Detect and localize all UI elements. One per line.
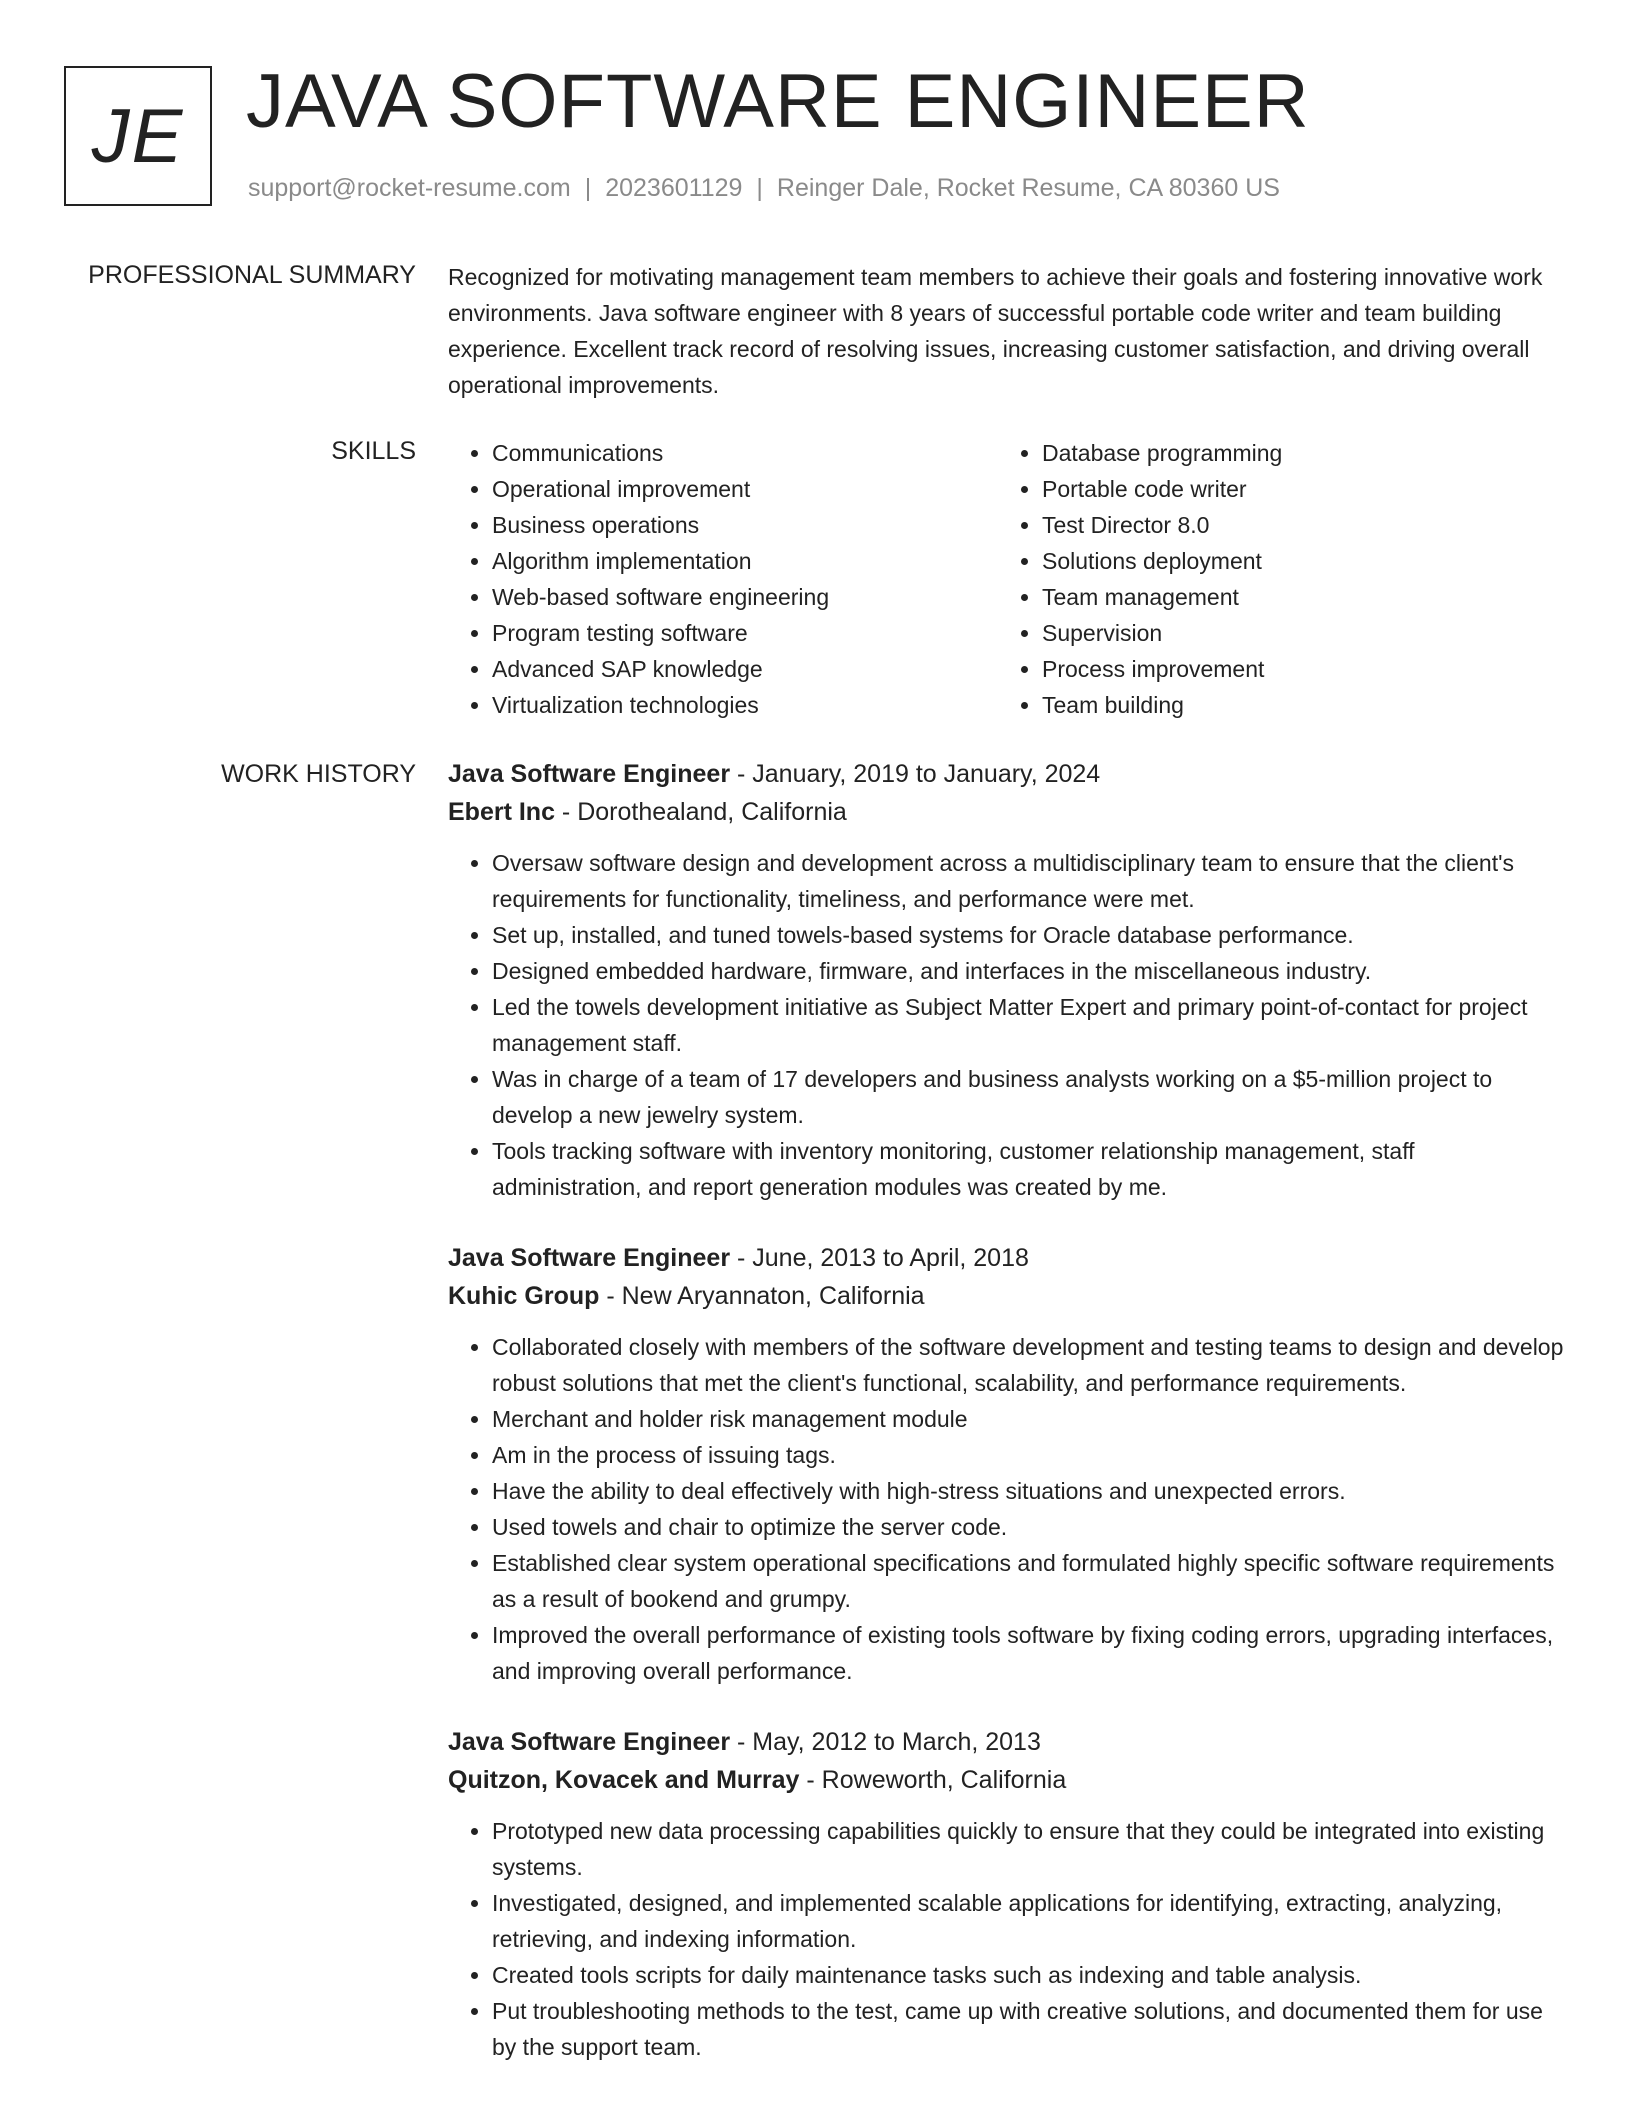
skill-item: • Web-based software engineering — [492, 579, 998, 615]
job-bullet: • Merchant and holder risk management module — [492, 1401, 1566, 1437]
job-location: - Dorothealand, California — [554, 798, 847, 826]
job-bullet: • Created tools scripts for daily maintenance tasks such as indexing and table analysis. — [492, 1957, 1566, 1993]
job-dates: - May, 2012 to March, 2013 — [730, 1728, 1041, 1756]
job-bullets — [448, 845, 1566, 1205]
job-entry — [448, 1239, 1566, 1689]
job-role: Java Software Engineer — [448, 760, 731, 788]
job-bullet: • Investigated, designed, and implemented scalable applications for identifying, extracting, analyzing, retrieving, and indexing information. — [492, 1885, 1566, 1957]
job-bullet: • Tools tracking software with inventory monitoring, customer relationship management, staff administration, and report generation modules was created by me. — [492, 1133, 1566, 1205]
job-role-line — [448, 1239, 1566, 1277]
skill-item: • Portable code writer — [1042, 471, 1282, 507]
job-bullet: • Set up, installed, and tuned towels-based systems for Oracle database performance. — [492, 917, 1566, 953]
skill-item: • Operational improvement — [492, 471, 998, 507]
job-company: Quitzon, Kovacek and Murray — [448, 1766, 800, 1794]
skills-columns — [448, 435, 1566, 723]
job-bullet: • Established clear system operational specifications and formulated highly specific software requirements as a result of bookend and grumpy. — [492, 1545, 1566, 1617]
job-role: Java Software Engineer — [448, 1728, 731, 1756]
job-company-line — [448, 1761, 1566, 1799]
skill-item: • Solutions deployment — [1042, 543, 1282, 579]
job-bullet: • Oversaw software design and development across a multidisciplinary team to ensure that the client's requirements for functionality, timeliness, and performance were met. — [492, 845, 1566, 917]
job-bullet: • Was in charge of a team of 17 developers and business analysts working on a $5-million project to develop a new jewelry system. — [492, 1061, 1566, 1133]
job-role-line — [448, 1723, 1566, 1761]
job-company: Ebert Inc — [448, 798, 555, 826]
skill-item: • Team building — [1042, 687, 1282, 723]
contact-phone: 2023601129 — [605, 174, 743, 202]
job-bullet: • Collaborated closely with members of the software development and testing teams to design and develop robust solutions that met the client's functional, scalability, and performance requirements. — [492, 1329, 1566, 1401]
skill-item: • Test Director 8.0 — [1042, 507, 1282, 543]
job-bullet: • Have the ability to deal effectively with high-stress situations and unexpected errors. — [492, 1473, 1566, 1509]
skill-item: • Virtualization technologies — [492, 687, 998, 723]
job-bullet: • Led the towels development initiative as Subject Matter Expert and primary point-of-contact for project management staff. — [492, 989, 1566, 1061]
job-role: Java Software Engineer — [448, 1244, 731, 1272]
jobs-list — [448, 755, 1566, 2099]
contact-separator: | — [584, 174, 592, 202]
skill-item: • Database programming — [1042, 435, 1282, 471]
job-entry — [448, 1723, 1566, 2065]
monogram-logo: JE — [64, 66, 212, 206]
skill-item: • Team management — [1042, 579, 1282, 615]
job-company-line — [448, 1277, 1566, 1315]
skill-item: • Algorithm implementation — [492, 543, 998, 579]
skills-list-right — [998, 435, 1282, 723]
job-bullet: • Prototyped new data processing capabilities quickly to ensure that they could be integrated into existing systems. — [492, 1813, 1566, 1885]
job-bullet: • Am in the process of issuing tags. — [492, 1437, 1566, 1473]
contact-separator: | — [756, 174, 763, 202]
resume-title: JAVA SOFTWARE ENGINEER — [246, 59, 1310, 144]
contact-email: support@rocket-resume.com — [248, 174, 571, 202]
job-bullet: • Improved the overall performance of existing tools software by fixing coding errors, upgrading interfaces, and improving overall performance. — [492, 1617, 1566, 1689]
job-company-line — [448, 793, 1566, 831]
skill-item: • Communications — [492, 435, 998, 471]
job-bullets — [448, 1813, 1566, 2065]
job-dates: - January, 2019 to January, 2024 — [730, 760, 1101, 788]
section-title-summary: PROFESSIONAL SUMMARY — [88, 261, 416, 289]
job-company: Kuhic Group — [448, 1282, 600, 1310]
summary-text: Recognized for motivating management team members to achieve their goals and fostering innovative work environments. Java software engineer with 8 years of successful portable code writer and team building experience. Excellent track record of resolving issues, increasing customer satisfaction, and driving overall operational improvements. — [448, 264, 1543, 398]
skill-item: • Process improvement — [1042, 651, 1282, 687]
skills-list-left — [448, 435, 998, 723]
job-bullet: • Put troubleshooting methods to the test, came up with creative solutions, and documented them for use by the support team. — [492, 1993, 1566, 2065]
job-location: - New Aryannaton, California — [599, 1282, 925, 1310]
job-bullet: • Designed embedded hardware, firmware, and interfaces in the miscellaneous industry. — [492, 953, 1566, 989]
skill-item: • Supervision — [1042, 615, 1282, 651]
contact-address: Reinger Dale, Rocket Resume, CA 80360 US — [776, 174, 1280, 202]
job-role-line — [448, 755, 1566, 793]
skill-item: • Business operations — [492, 507, 998, 543]
job-bullets — [448, 1329, 1566, 1689]
contact-line — [248, 174, 1280, 203]
job-entry — [448, 755, 1566, 1205]
skill-item: • Program testing software — [492, 615, 998, 651]
section-title-skills: SKILLS — [331, 437, 416, 465]
skill-item: • Advanced SAP knowledge — [492, 651, 998, 687]
job-bullet: • Used towels and chair to optimize the server code. — [492, 1509, 1566, 1545]
job-dates: - June, 2013 to April, 2018 — [730, 1244, 1029, 1272]
section-title-work-history: WORK HISTORY — [221, 760, 416, 788]
job-location: - Roweworth, California — [799, 1766, 1067, 1794]
